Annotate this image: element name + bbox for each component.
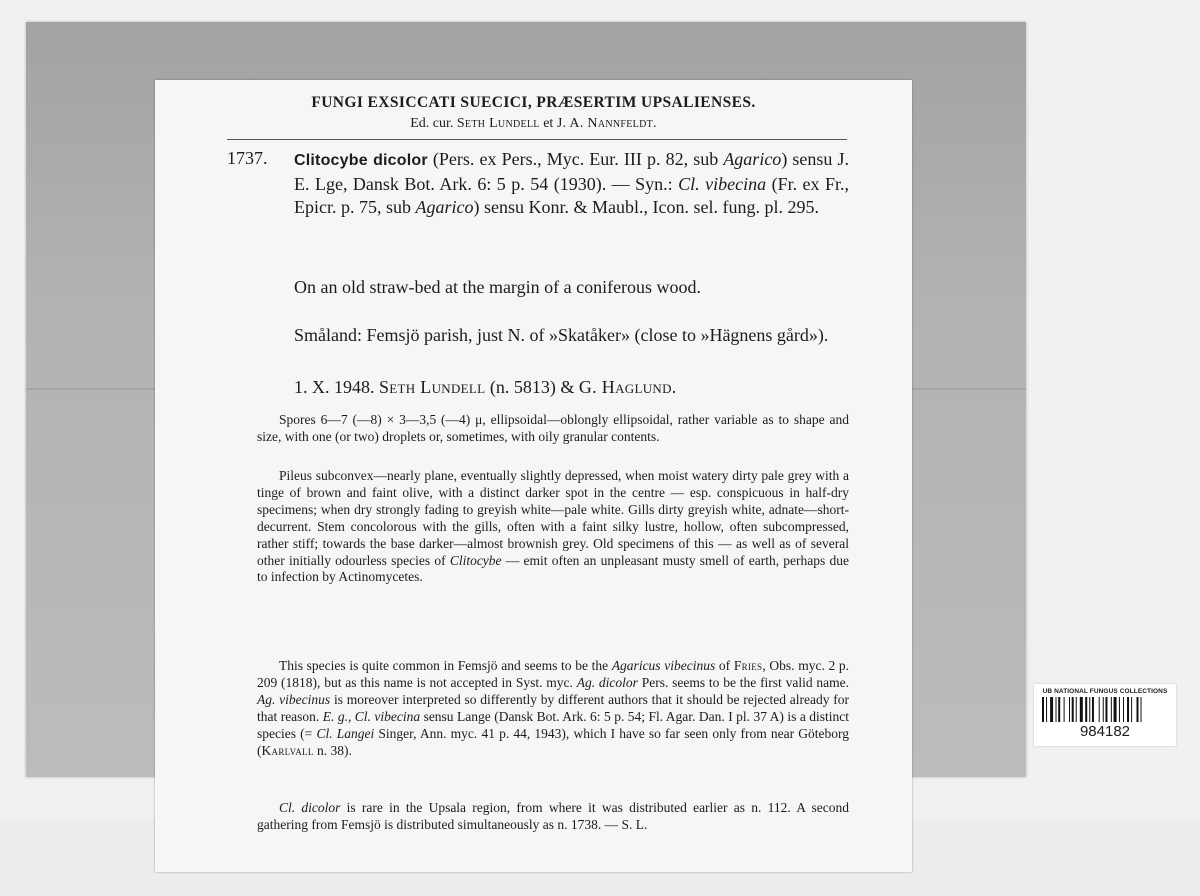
barcode-bar	[1056, 697, 1057, 722]
header-rule	[227, 139, 847, 140]
barcode-bar	[1046, 697, 1047, 722]
barcode-institution: UB NATIONAL FUNGUS COLLECTIONS	[1042, 688, 1168, 695]
common-karlvall: Karlvall	[261, 742, 314, 758]
citation-text-4: ) sensu Konr. & Maubl., Icon. sel. fung. pl. 295.	[473, 197, 819, 217]
barcode-bar	[1069, 697, 1070, 722]
common-text-6: sensu Lange (Dansk Bot. Ark. 6: 5 p. 54; Fl. Agar. Dan. I pl. 37 A) is a distinct species (=	[257, 708, 850, 741]
note-spores	[257, 412, 849, 446]
barcode-bar	[1042, 697, 1044, 722]
barcode-bar	[1089, 697, 1090, 722]
collection-line	[294, 376, 849, 400]
species-citation	[294, 148, 849, 220]
common-langei: Cl. Langei	[316, 725, 375, 741]
pileus-genus: Clitocybe	[449, 552, 502, 568]
barcode-bar	[1103, 697, 1104, 722]
barcode-label	[1034, 684, 1176, 746]
collector-1: Seth Lundell	[379, 377, 486, 397]
specimen-label	[155, 80, 912, 872]
citation-text: (Pers. ex Pers., Myc. Eur. III p. 82, sub	[432, 149, 719, 169]
editor-1: Seth Lundell	[456, 116, 540, 131]
editors-prefix: Ed. cur.	[410, 116, 454, 131]
barcode-bar	[1111, 697, 1112, 722]
barcode-bar	[1064, 697, 1065, 722]
common-agaricus: Agaricus vibecinus	[611, 658, 716, 673]
common-text-2: of	[718, 658, 731, 673]
barcode-bar	[1114, 697, 1117, 722]
barcode-bar	[1099, 697, 1100, 722]
editor-2: J. A. Nannfeldt.	[556, 116, 657, 131]
barcode-bar	[1137, 697, 1139, 722]
barcode-bar	[1123, 697, 1124, 722]
barcode-bar	[1085, 697, 1087, 722]
common-text-7: Singer, Ann. myc. 41 p. 44, 1943), which I have so far seen only from near Göteborg (	[257, 725, 850, 758]
common-eg: E. g., Cl. vibecina	[322, 708, 421, 724]
barcode-bar	[1076, 697, 1077, 722]
note-rare	[257, 800, 849, 834]
collector-2: G. Haglund.	[578, 377, 677, 397]
locality: Småland: Femsjö parish, just N. of »Skatåker» (close to »Hägnens gård»).	[294, 325, 829, 345]
note-common	[257, 658, 849, 759]
common-text-8: n. 38).	[317, 742, 352, 758]
note-pileus	[257, 468, 849, 586]
rare-name: Cl. dicolor	[279, 800, 341, 815]
barcode-bar	[1072, 697, 1074, 722]
synonym-name: Cl. vibecina	[678, 173, 767, 194]
common-text-3: , Obs. myc. 2 p. 209 (1818), but as this name is not accepted in Syst. myc.	[257, 658, 850, 690]
common-text-4: Pers. seems to be the first valid name.	[641, 674, 850, 690]
citation-text-3: (Fr. ex Fr., Epicr. p. 75, sub	[294, 173, 850, 217]
rare-text: is rare in the Upsala region, from where it was distributed earlier as n. 112. A second gathering from Femsjö is distributed simultaneously as n. 1738. — S. L.	[257, 800, 849, 832]
collection-date: 1. X. 1948.	[294, 377, 375, 397]
citation-agarico-2: Agarico	[415, 197, 474, 217]
editors-line	[155, 116, 912, 132]
common-fries: Fries	[733, 658, 763, 673]
series-title: FUNGI EXSICCATI SUECICI, PRÆSERTIM UPSALIENSES.	[311, 94, 756, 111]
barcode-bar	[1080, 697, 1083, 722]
barcode-bar	[1141, 697, 1142, 722]
common-text-1: This species is quite common in Femsjö and seems to be the	[279, 658, 609, 673]
habitat: On an old straw-bed at the margin of a coniferous wood.	[294, 277, 702, 297]
barcode-number: 984182	[1079, 723, 1131, 740]
citation-text-2: ) sensu J. E. Lge, Dansk Bot. Ark. 6: 5 p. 54 (1930). — Syn.:	[294, 149, 850, 194]
barcode-bar	[1127, 697, 1129, 722]
collector-number: (n. 5813) &	[489, 377, 575, 397]
barcode-bar	[1050, 697, 1053, 722]
pileus-text-2: — emit often an unpleasant musty smell of earth, perhaps due to infection by Actinomycetes.	[257, 552, 849, 585]
spores-text: Spores 6—7 (—8) × 3—3,5 (—4) μ, ellipsoidal—oblongly ellipsoidal, rather variable as to shape and size, with one (or two) droplets or, sometimes, with oily granular contents.	[257, 412, 849, 444]
barcode-bar	[1092, 697, 1094, 722]
specimen-number: 1737.	[227, 148, 268, 168]
common-text-5: is moreover interpreted so differently by different authors that it should be rejected already for that reason.	[257, 691, 850, 724]
barcode-icon	[1042, 697, 1168, 722]
barcode-bar	[1131, 697, 1132, 722]
pileus-text: Pileus subconvex—nearly plane, eventually slightly depressed, when moist watery dirty pale grey with a tinge of brown and faint olive, with a distinct darker spot in the centre — esp. conspicuous in half-dry specimens; when dry strongly fading to greyish white—pale white. Gills dirty greyish white, adnate—short-decurrent. Stem concolorous with the gills, often with a faint silky lustre, hollow, often subcompressed, rather stiff; towards the base darker—almost brownish grey. Old specimens of this — as well as of several other initially odourless species of	[257, 468, 849, 568]
common-agvib: Ag. vibecinus	[257, 691, 331, 707]
barcode-bar	[1119, 697, 1120, 722]
citation-agarico: Agarico	[723, 149, 782, 169]
editors-join: et	[543, 116, 554, 131]
barcode-bar	[1058, 697, 1060, 722]
common-agdicolor: Ag. dicolor	[576, 674, 638, 690]
species-name: Clitocybe dicolor	[294, 152, 428, 169]
barcode-bar	[1105, 697, 1107, 722]
